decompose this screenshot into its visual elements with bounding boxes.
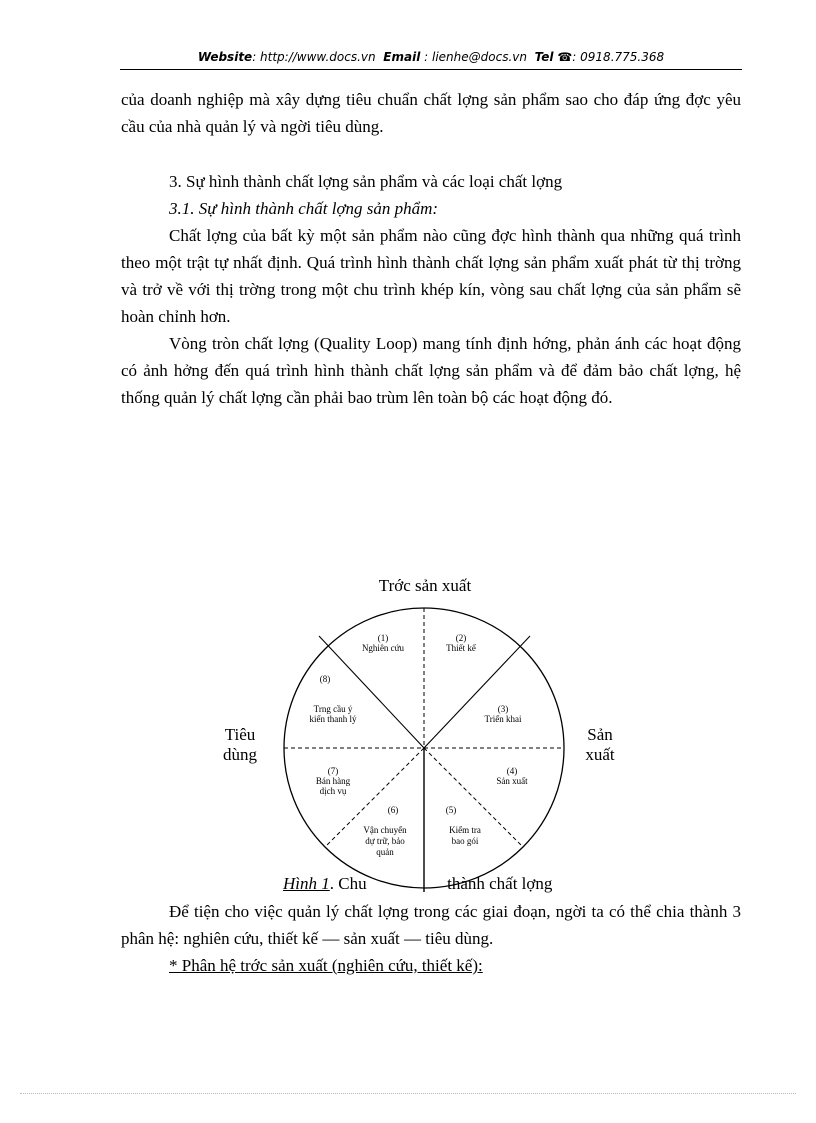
segment-2	[446, 633, 477, 653]
segment-8	[310, 674, 357, 724]
svg-text:(8): (8)	[319, 674, 331, 684]
caption-text-left: . Chu	[329, 874, 367, 893]
intro-text: của doanh nghiệp mà xây dựng tiêu chuẩn chất lợng sản phẩm sao cho đáp ứng đợc yêu cầu của nhà quản lý và ngời tiêu dùng.	[121, 90, 741, 136]
paragraph-3: Để tiện cho việc quản lý chất lợng trong các giai đoạn, ngời ta có thể chia thành 3 phân hệ: nghiên cứu, thiết kế — sản xuất — tiêu dùng.	[121, 902, 741, 948]
tel-label: Tel	[534, 50, 554, 64]
figure-number: Hình 1	[283, 874, 330, 893]
paragraph-1: Chất lợng của bất kỳ một sản phẩm nào cũng đợc hình thành qua những quá trình theo một trật tự nhất định. Quá trình hình thành chất lợng sản phẩm xuất phát từ thị trờng và trở về với thị trờng trong một chu trình khép kín, vòng sau chất lợng của sản phẩm sẽ hoàn chỉnh hơn.	[121, 226, 741, 326]
email-label: Email	[383, 50, 421, 64]
svg-text:Thiết kế: Thiết kế	[446, 643, 476, 653]
diagram-top-label: Trớc sản xuất	[378, 576, 472, 595]
svg-text:Kiểm tra: Kiểm tra	[449, 825, 481, 835]
diagram-right-label: Sản xuất	[585, 725, 615, 764]
svg-text:(1): (1)	[377, 633, 389, 643]
divider-diag-right	[424, 636, 530, 748]
website-value[interactable]: : http://www.docs.vn	[252, 50, 376, 64]
svg-text:(7): (7)	[327, 766, 339, 776]
footer-divider	[20, 1093, 796, 1094]
svg-text:(5): (5)	[445, 805, 457, 815]
svg-text:Bán hàng: Bán hàng	[315, 776, 351, 786]
svg-text:Sản xuất: Sản xuất	[496, 776, 528, 786]
segment-3	[485, 704, 522, 724]
svg-text:kiến thanh lý: kiến thanh lý	[309, 714, 357, 724]
svg-text:Nghiên cứu: Nghiên cứu	[361, 643, 405, 653]
svg-text:Vận chuyển: Vận chuyển	[363, 825, 407, 835]
segment-1	[362, 633, 405, 653]
svg-text:quản: quản	[376, 847, 394, 857]
subsystem-heading: * Phân hệ trớc sản xuất (nghiên cứu, thiết kế):	[169, 956, 483, 975]
segment-6	[363, 805, 407, 857]
website-label: Website	[197, 50, 253, 64]
tel-value: : 0918.775.368	[572, 50, 665, 64]
svg-text:dự trữ, bảo: dự trữ, bảo	[365, 836, 405, 846]
diagram-left-label: Tiêu dùng	[223, 725, 257, 764]
segment-4	[496, 766, 528, 786]
subsection-heading: 3.1. Sự hình thành chất lợng sản phẩm:	[169, 199, 439, 218]
segment-5	[446, 805, 481, 846]
svg-text:(6): (6)	[387, 805, 399, 815]
svg-text:(2): (2)	[455, 633, 467, 643]
figure-caption	[283, 873, 552, 895]
svg-text:(3): (3)	[497, 704, 509, 714]
phone-icon: ☎	[557, 50, 573, 64]
svg-text:Trng cầu ý: Trng cầu ý	[313, 704, 353, 714]
svg-text:dịch vụ: dịch vụ	[319, 786, 347, 796]
email-value[interactable]: : lienhe@docs.vn	[424, 50, 527, 64]
svg-text:(4): (4)	[506, 766, 518, 776]
svg-text:bao gói: bao gói	[451, 836, 479, 846]
caption-text-right: thành chất lợng	[447, 874, 553, 893]
paragraph-2: Vòng tròn chất lợng (Quality Loop) mang tính định hớng, phản ánh các hoạt động có ảnh hởng đến quá trình hình thành chất lợng sản phẩm và để đảm bảo chất lợng, hệ thống quản lý chất lợng cần phải bao trùm lên toàn bộ các hoạt động đó.	[121, 334, 741, 407]
section-heading: 3. Sự hình thành chất lợng sản phẩm và các loại chất lợng	[169, 172, 563, 191]
segment-7	[316, 766, 351, 796]
after-text	[121, 898, 741, 952]
svg-text:Triển khai: Triển khai	[484, 714, 522, 724]
